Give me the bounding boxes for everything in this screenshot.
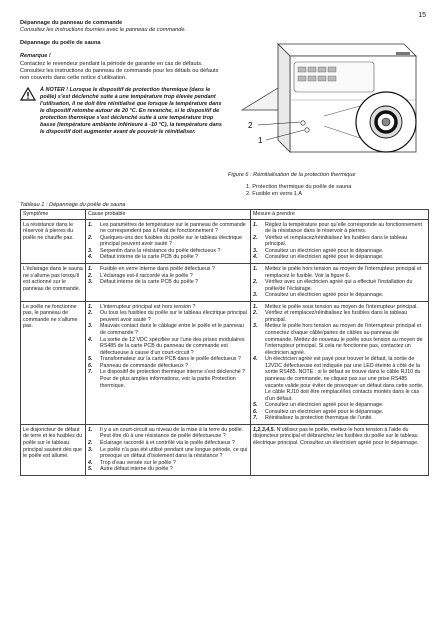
control-panel-note: Consultez les instructions fournies avec le panneau de commande. bbox=[20, 27, 187, 34]
cause-item bbox=[88, 279, 248, 286]
cause-number: 2. bbox=[88, 310, 93, 317]
header-cause: Cause probable bbox=[86, 210, 251, 220]
cause-text: Serpentin dans la résistance du poêle défectueux ? bbox=[100, 247, 221, 254]
action-text: Mettez le poêle hors tension au moyen de l’interrupteur principal et remplacez le fusible. Voir la figure 6. bbox=[265, 265, 422, 279]
cause-number: 4. bbox=[88, 336, 93, 343]
action-item bbox=[253, 266, 426, 279]
cause-text: Mauvais contact dans le câblage entre le poêle et le panneau de commande ? bbox=[100, 323, 244, 336]
cause-cell bbox=[86, 301, 251, 424]
cause-text: Les paramètres de température sur le panneau de commande ne correspondent pas à l’état de fonctionnement ? bbox=[100, 221, 246, 235]
action-text: Un électricien agréé est payé pour trouver le défaut, la sortie de 12VDC défectueuse est indiquée par une LED éteinte à côté de la sortie RS485. NOTE : si le défaut se trouve dans le câble RJ10 du panneau de commande, ne cliquez pas sur une prise RS485 vacante valide pour éviter de provoquer un défaut dans cette sortie. Le câble RJ10 doit être remplacé/les contacts montés dans le cas d’un défaut. bbox=[265, 356, 424, 402]
action-number: 3. bbox=[253, 247, 258, 254]
action-item bbox=[253, 310, 426, 323]
cause-text: Le poêle n’a pas été utilisé pendant une longue période, ce qui provoque un défaut d’isolement dans la résistance ? bbox=[100, 446, 248, 460]
symptom-cell: La résistance dans le réservoir à pierres du poêle ne chauffe pas. bbox=[21, 219, 86, 263]
action-cell bbox=[251, 263, 429, 301]
symptom-cell: L’éclairage dans le sauna ne s’allume pas lorsqu’il est actionné sur le panneau de commande. bbox=[21, 263, 86, 301]
action-item bbox=[253, 254, 426, 261]
action-number: 1. bbox=[253, 303, 258, 310]
cause-text: Quelques-uns des fusibles du poêle sur le tableau électrique principal peuvent avoir sauté ? bbox=[100, 234, 242, 248]
header-action: Mesure à prendre bbox=[251, 210, 429, 220]
cause-number: 2. bbox=[88, 440, 93, 446]
cause-text: Éclairage raccordé à et contrôlé via le poêle défectueux ? bbox=[100, 440, 235, 446]
action-text: N’utilisez pas le poêle, mettez-le hors tension à l’aide du disjoncteur principal et débranchez les fusibles du poêle sur le tableau électrique principal. Consultez un électricien agréé pour le dépannage. bbox=[253, 426, 419, 446]
warning-text: À NOTER ! Lorsque le dispositif de protection thermique (dans le poêle) s’est déclenché suite à une température trop élevée pendant l’utilisation, il ne doit être réinitialisé que lorsque la température dans le dispositif retombe autour de 20 °C. En revanche, si le dispositif de protection thermique s’est déclenché suite à une température trop basse (température ambiante inférieure à -10 °C), la température dans le dispositif doit augmenter avant de pouvoir le réinitialiser. bbox=[40, 87, 222, 135]
cause-number: 2. bbox=[88, 234, 93, 241]
action-text: Mettez le poêle sous tension au moyen de l’interrupteur principal. bbox=[265, 303, 418, 310]
cause-number: 1. bbox=[88, 221, 93, 228]
cause-number: 4. bbox=[88, 459, 93, 466]
cause-text: Autre défaut interne du poêle ? bbox=[100, 466, 173, 473]
table-caption: Tableau 1 : Dépannage du poêle de sauna bbox=[20, 202, 126, 208]
table-header-row bbox=[21, 210, 429, 220]
cause-text: Panneau de commande défectueux ? bbox=[100, 362, 189, 369]
cause-item bbox=[88, 337, 248, 357]
cause-cell bbox=[86, 219, 251, 263]
action-number: 2. bbox=[253, 279, 258, 286]
cause-number: 3. bbox=[88, 279, 93, 286]
callout-2: 2 bbox=[248, 121, 253, 130]
cause-number: 5. bbox=[88, 466, 93, 473]
cause-text: L’interrupteur principal est hors tension ? bbox=[100, 303, 196, 310]
callout-1: 1 bbox=[258, 136, 263, 145]
cause-number: 7. bbox=[88, 369, 93, 376]
cause-number: 3. bbox=[88, 323, 93, 330]
cause-item bbox=[88, 447, 248, 460]
cause-text: Le dispositif de protection thermique interne s’est déclenché ? Pour de plus amples informations, voir la partie Protection thermique. bbox=[100, 369, 246, 389]
cause-text: La sortie de 12 VDC spécifiée sur l’une des prises modulaires RS485 de la carte PCB du panneau de commande est défectueuse à cause d’un court-circuit ? bbox=[100, 336, 245, 356]
action-number: 5. bbox=[253, 402, 258, 409]
action-item bbox=[253, 235, 426, 248]
action-number: 2. bbox=[253, 310, 258, 317]
action-item bbox=[253, 356, 426, 402]
table-row bbox=[21, 301, 429, 424]
cause-item bbox=[88, 254, 248, 261]
cause-item bbox=[88, 323, 248, 336]
cause-text: Transformateur sur la carte PCB dans le poêle défectueux ? bbox=[100, 356, 241, 363]
action-item bbox=[253, 292, 426, 299]
cause-text: L’éclairage est-il raccordé via le poêle ? bbox=[100, 272, 193, 279]
table-row bbox=[21, 219, 429, 263]
intro-section bbox=[20, 20, 225, 136]
table-row bbox=[21, 263, 429, 301]
action-text: Consultez un électricien agréé pour le dépannage. bbox=[265, 292, 384, 299]
action-item bbox=[253, 279, 426, 292]
header-symptom: Symptôme bbox=[21, 210, 86, 220]
action-text: Réglez la température pour qu’elle corresponde au fonctionnement de la résistance dans le réservoir à pierres. bbox=[265, 221, 422, 235]
action-item bbox=[253, 323, 426, 356]
cause-item bbox=[88, 310, 248, 323]
action-number: 1. bbox=[253, 221, 258, 228]
cause-item bbox=[88, 466, 248, 473]
action-number: 2. bbox=[253, 234, 258, 241]
action-text: Consultez un électricien agréé pour le dépannage. bbox=[265, 254, 384, 261]
cause-number: 1. bbox=[88, 265, 93, 272]
cause-item bbox=[88, 427, 248, 440]
remark-paragraph-1: Contactez le revendeur pendant la période de garantie en cas de défauts. bbox=[20, 60, 203, 67]
troubleshooting-table bbox=[20, 209, 429, 476]
cause-number: 2. bbox=[88, 272, 93, 279]
cause-text: Ou tous les fusibles du poêle sur le tableau électrique principal peuvent avoir sauté ? bbox=[100, 310, 247, 323]
table-row bbox=[21, 424, 429, 475]
cause-text: Il y a un court-circuit au niveau de la mise à la terre du poêle. Peut être dû à une résistance de poêle défectueuse ? bbox=[100, 426, 244, 440]
legend-item-1: 1. Protection thermique du poêle de sauna bbox=[246, 184, 352, 190]
action-item bbox=[253, 415, 426, 422]
cause-number: 1. bbox=[88, 303, 93, 310]
action-number: 4. bbox=[253, 356, 258, 363]
symptom-cell: Le poêle ne fonctionne pas, le panneau de commande ne s’allume pas. bbox=[21, 301, 86, 424]
cause-text: Trop d’eau versée sur le poêle ? bbox=[100, 459, 176, 466]
action-number: 1. bbox=[253, 265, 258, 272]
action-cell bbox=[251, 219, 429, 263]
page-number: 15 bbox=[418, 12, 426, 19]
action-number: 7. bbox=[253, 415, 258, 422]
cause-text: Défaut interne de la carte PCB du poêle ? bbox=[100, 254, 199, 261]
heading-sauna-heater: Dépannage du poêle de sauna bbox=[20, 40, 101, 47]
cause-cell bbox=[86, 424, 251, 475]
cause-item bbox=[88, 235, 248, 248]
remark-title: Remarque ! bbox=[20, 53, 51, 60]
action-text: Consultez un électricien agréé pour le dépannage. bbox=[265, 247, 384, 254]
remark-paragraph-2: Consultez les instructions du panneau de commande pour les détails ou défauts non couverts dans cette notice d’utilisation. bbox=[20, 67, 219, 81]
action-text: Réinitialisez la protection thermique de l’unité. bbox=[265, 415, 373, 422]
action-text: Vérifiez et remplacez/réinitialisez les fusibles dans le tableau principal. bbox=[265, 234, 408, 248]
action-number: 3. bbox=[253, 292, 258, 299]
action-text: Mettez le poêle hors tension au moyen de l’interrupteur principal et connectez chaque câble/paires de câbles au panneau de commande. Mettez de nouveau le poêle sous tension au moyen de l’interrupteur principal. Si cela ne fonctionne pas, contactez un électricien agréé. bbox=[265, 323, 423, 356]
cause-number: 4. bbox=[88, 254, 93, 261]
action-text: Vérifiez avec un électricien agréé qui a effectué l’installation du poêle/de l’éclairage. bbox=[265, 279, 413, 292]
action-cell bbox=[251, 424, 429, 475]
cause-number: 1. bbox=[88, 426, 93, 433]
heater-figure bbox=[228, 22, 428, 172]
action-text: Consultez un électricien agréé pour le dépannage. bbox=[265, 402, 384, 409]
legend-item-2: 2. Fusible en verre 1 A bbox=[246, 191, 302, 198]
symptom-cell: Le disjoncteur de défaut de terre et les fusibles du poêle sur le tableau principal sautent dès que le poêle est allumé. bbox=[21, 424, 86, 475]
cause-text: Fusible en verre interne dans poêle défectueux ? bbox=[100, 265, 215, 272]
figure-caption: Figure 6 : Réinitialisation de la protection thermique bbox=[228, 172, 356, 178]
cause-number: 3. bbox=[88, 247, 93, 254]
cause-item bbox=[88, 369, 248, 389]
action-text: Vérifiez et remplacez/réinitialisez les fusibles dans le tableau principal. bbox=[265, 310, 408, 323]
cause-number: 6. bbox=[88, 362, 93, 369]
warning-icon bbox=[20, 87, 40, 136]
action-text: Consultez un électricien agréé pour le dépannage. bbox=[265, 408, 384, 415]
heading-control-panel: Dépannage du panneau de commande bbox=[20, 20, 123, 26]
action-number: 4. bbox=[253, 254, 258, 261]
cause-text: Défaut interne de la carte PCB du poêle ? bbox=[100, 279, 199, 286]
action-cell bbox=[251, 301, 429, 424]
action-number: 6. bbox=[253, 408, 258, 415]
cause-number: 5. bbox=[88, 356, 93, 363]
figure-legend bbox=[246, 184, 351, 199]
warning-block bbox=[20, 87, 225, 136]
cause-number: 3. bbox=[88, 446, 93, 453]
action-number: 1,2,3,4,5. bbox=[253, 426, 276, 433]
action-number: 3. bbox=[253, 323, 258, 330]
cause-cell bbox=[86, 263, 251, 301]
cause-item bbox=[88, 222, 248, 235]
action-item bbox=[253, 222, 426, 235]
